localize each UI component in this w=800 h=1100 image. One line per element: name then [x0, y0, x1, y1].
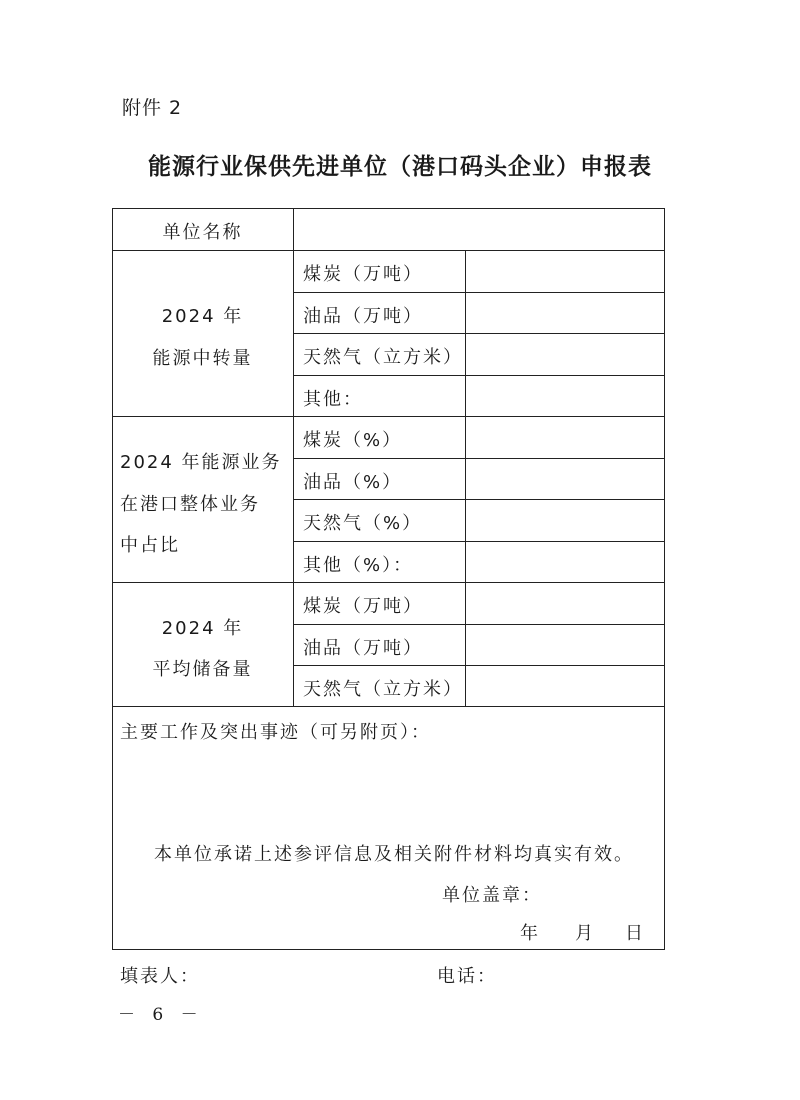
date-month-label: 月	[575, 923, 595, 944]
section1-item-other: 其他：	[303, 389, 363, 410]
form-border-bottom	[112, 949, 665, 950]
unit-name-field[interactable]	[294, 209, 664, 250]
section3-coal-value-field[interactable]	[466, 583, 664, 624]
unit-name-label: 单位名称	[162, 222, 243, 243]
section2-oil-value-field[interactable]	[466, 459, 664, 499]
unit-seal-label: 单位盖章：	[442, 885, 542, 906]
label-column-divider	[293, 208, 294, 706]
section2-item-other: 其他（%）：	[303, 555, 414, 576]
section2-item-coal: 煤炭（%）	[303, 430, 403, 451]
section1-label-line1: 2024 年	[161, 306, 244, 327]
page-title: 能源行业保供先进单位（港口码头企业）申报表	[148, 154, 652, 180]
section1-item-gas: 天然气（立方米）	[303, 347, 463, 368]
section2-item-gas: 天然气（%）	[303, 513, 423, 534]
section2-label-line2: 在港口整体业务	[120, 494, 260, 515]
section3-gas-value-field[interactable]	[466, 666, 664, 706]
attachment-label: 附件 2	[122, 97, 183, 119]
section2-gas-value-field[interactable]	[466, 500, 664, 541]
row-divider	[112, 706, 665, 707]
section3-item-coal: 煤炭（万吨）	[303, 596, 423, 617]
section1-oil-value-field[interactable]	[466, 293, 664, 333]
main-work-label: 主要工作及突出事迹（可另附页）：	[120, 722, 431, 743]
section1-item-oil: 油品（万吨）	[303, 306, 423, 327]
page-number: － 6 －	[118, 1005, 204, 1025]
date-year-label: 年	[520, 923, 540, 944]
phone-label: 电话：	[437, 966, 497, 987]
section3-label-line1: 2024 年	[161, 618, 244, 639]
section1-gas-value-field[interactable]	[466, 334, 664, 375]
application-form	[112, 208, 665, 950]
main-work-field[interactable]	[113, 748, 664, 833]
filler-label: 填表人：	[120, 966, 200, 987]
section1-item-coal: 煤炭（万吨）	[303, 264, 423, 285]
section3-oil-value-field[interactable]	[466, 625, 664, 665]
section2-item-oil: 油品（%）	[303, 472, 403, 493]
section1-coal-value-field[interactable]	[466, 251, 664, 292]
section3-item-oil: 油品（万吨）	[303, 638, 423, 659]
section2-coal-value-field[interactable]	[466, 417, 664, 458]
section2-label-line3: 中占比	[120, 535, 180, 556]
section3-label-line2: 平均储备量	[152, 659, 253, 680]
section2-other-value-field[interactable]	[466, 542, 664, 582]
date-day-label: 日	[625, 923, 645, 944]
form-border-right	[664, 208, 665, 950]
commitment-statement: 本单位承诺上述参评信息及相关附件材料均真实有效。	[154, 844, 634, 865]
section1-other-value-field[interactable]	[466, 376, 664, 416]
section1-label-line2: 能源中转量	[152, 348, 253, 369]
section2-label-line1: 2024 年能源业务	[120, 452, 282, 473]
section3-item-gas: 天然气（立方米）	[303, 679, 463, 700]
